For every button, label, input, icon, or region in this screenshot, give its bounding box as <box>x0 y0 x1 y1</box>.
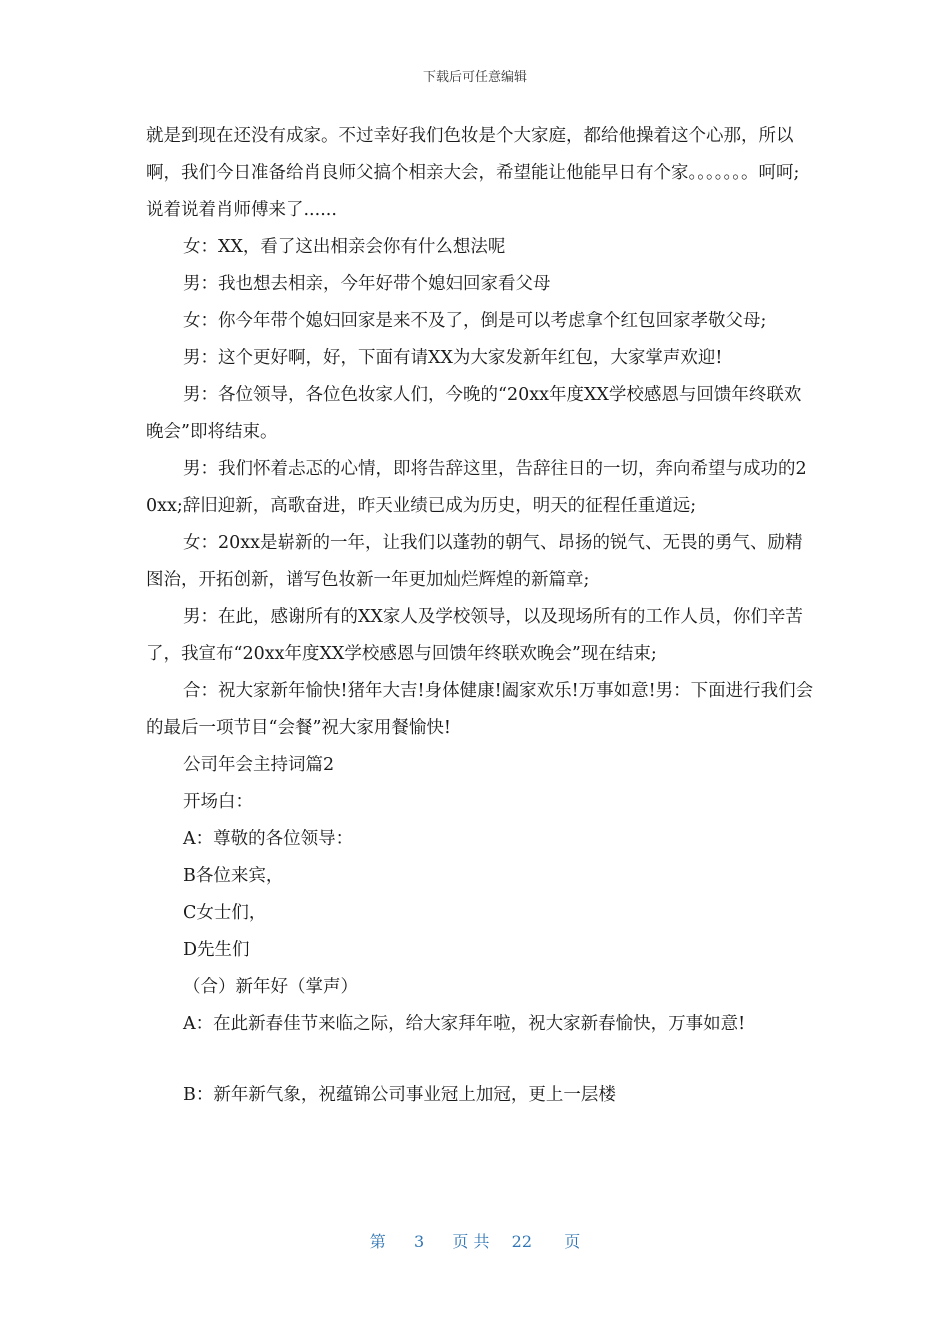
paragraph: B各位来宾， <box>183 866 284 886</box>
paragraph: 合：祝大家新年愉快!猪年大吉!身体健康!阖家欢乐!万事如意!男：下面进行我们会的最后一项节目“会餐”祝大家用餐愉快! <box>146 681 814 738</box>
page-label: 第 <box>369 1232 386 1251</box>
paragraph: 男：这个更好啊，好，下面有请XX为大家发新年红包，大家掌声欢迎! <box>183 348 723 368</box>
paragraph: 女：20xx是崭新的一年，让我们以蓬勃的朝气、昂扬的锐气、无畏的勇气、励精图治，开拓创新，谱写色妆新一年更加灿烂辉煌的新篇章; <box>146 533 803 590</box>
paragraph: 男：我们怀着忐忑的心情，即将告辞这里，告辞往日的一切，奔向希望与成功的20xx;辞旧迎新，高歌奋进，昨天业绩已成为历史，明天的征程任重道远; <box>146 459 807 516</box>
paragraph: 女：XX，看了这出相亲会你有什么想法呢 <box>183 237 506 257</box>
paragraph: C女士们， <box>183 903 267 923</box>
page-header: 下载后可任意编辑 <box>422 70 527 85</box>
paragraph: 男：各位领导，各位色妆家人们，今晚的“20xx年度XX学校感恩与回馈年终联欢晚会”即将结束。 <box>146 385 802 442</box>
paragraph: 开场白： <box>183 792 253 812</box>
section-title: 公司年会主持词篇2 <box>183 755 335 775</box>
page-mid-label: 页 共 <box>452 1232 490 1251</box>
page-end-label: 页 <box>564 1232 581 1251</box>
paragraph: A：尊敬的各位领导： <box>183 829 354 849</box>
paragraph: 男：在此，感谢所有的XX家人及学校领导，以及现场所有的工作人员，你们辛苦了，我宣布“20xx年度XX学校感恩与回馈年终联欢晚会”现在结束; <box>146 607 803 664</box>
paragraph: 女：你今年带个媳妇回家是来不及了，倒是可以考虑拿个红包回家孝敬父母; <box>183 311 767 331</box>
paragraph: 就是到现在还没有成家。不过幸好我们色妆是个大家庭，都给他操着这个心那，所以啊，我们今日准备给肖良师父搞个相亲大会，希望能让他能早日有个家。。。。。。。呵呵;说着说着肖师傅来了...... <box>146 126 800 220</box>
paragraph: A：在此新春佳节来临之际，给大家拜年啦，祝大家新春愉快，万事如意! <box>183 1014 746 1034</box>
paragraph: 男：我也想去相亲，今年好带个媳妇回家看父母 <box>183 274 551 294</box>
page-footer <box>0 1229 950 1252</box>
paragraph: （合）新年好（掌声） <box>183 977 358 997</box>
paragraph-gap <box>146 1043 816 1077</box>
paragraph: D先生们 <box>183 940 250 960</box>
paragraph: B：新年新气象，祝蕴锦公司事业冠上加冠，更上一层楼 <box>183 1085 616 1105</box>
document-body <box>146 118 816 1114</box>
page-number: 3 <box>413 1232 425 1251</box>
total-pages: 22 <box>511 1232 532 1251</box>
